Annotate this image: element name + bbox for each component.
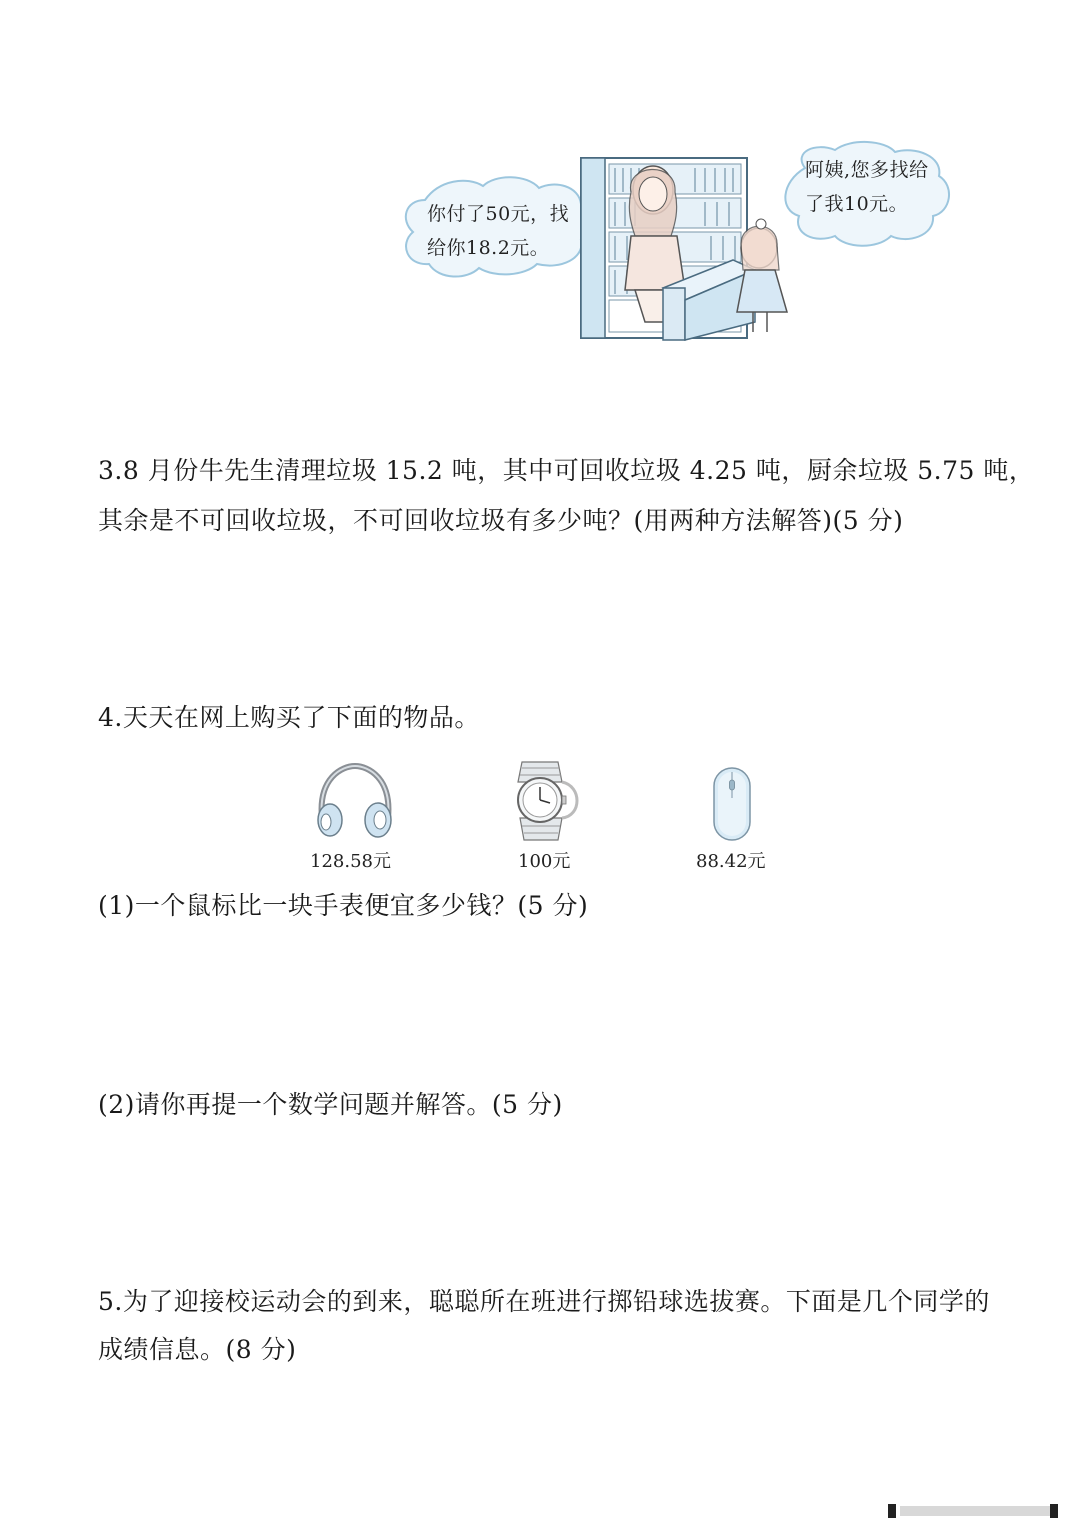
bubble-left-line2: 给你18.2元。	[427, 237, 550, 259]
question-4-title: 4.天天在网上购买了下面的物品。	[98, 703, 480, 732]
watch-icon	[500, 760, 590, 842]
mouse-price: 88.42元	[696, 851, 766, 872]
question-3-line2: 其余是不可回收垃圾，不可回收垃圾有多少吨？(用两种方法解答)(5 分)	[98, 506, 904, 535]
question-4-sub1: (1)一个鼠标比一块手表便宜多少钱？(5 分)	[98, 891, 589, 920]
question-5-line2: 成绩信息。(8 分)	[98, 1335, 297, 1364]
watermark-marks	[888, 1504, 1058, 1518]
bubble-right-line2: 了我10元。	[805, 193, 909, 215]
watch-item	[500, 760, 600, 875]
bubble-left-line1: 你付了50元，找	[427, 203, 570, 225]
headphones-price: 128.58元	[310, 851, 391, 872]
headphones-item	[300, 760, 410, 875]
bubble-right-line1: 阿姨,您多找给	[805, 159, 929, 181]
headphones-icon	[300, 760, 410, 840]
question-3-line1: 3.8 月份牛先生清理垃圾 15.2 吨，其中可回收垃圾 4.25 吨，厨余垃圾 5.75 吨，	[98, 456, 1035, 485]
mouse-item	[692, 760, 792, 875]
shop-illustration	[395, 140, 955, 355]
mouse-icon	[692, 760, 772, 842]
question-5-line1: 5.为了迎接校运动会的到来，聪聪所在班进行掷铅球选拔赛。下面是几个同学的	[98, 1287, 990, 1316]
watch-price: 100元	[518, 851, 571, 872]
question-4-sub2: (2)请你再提一个数学问题并解答。(5 分)	[98, 1090, 563, 1119]
